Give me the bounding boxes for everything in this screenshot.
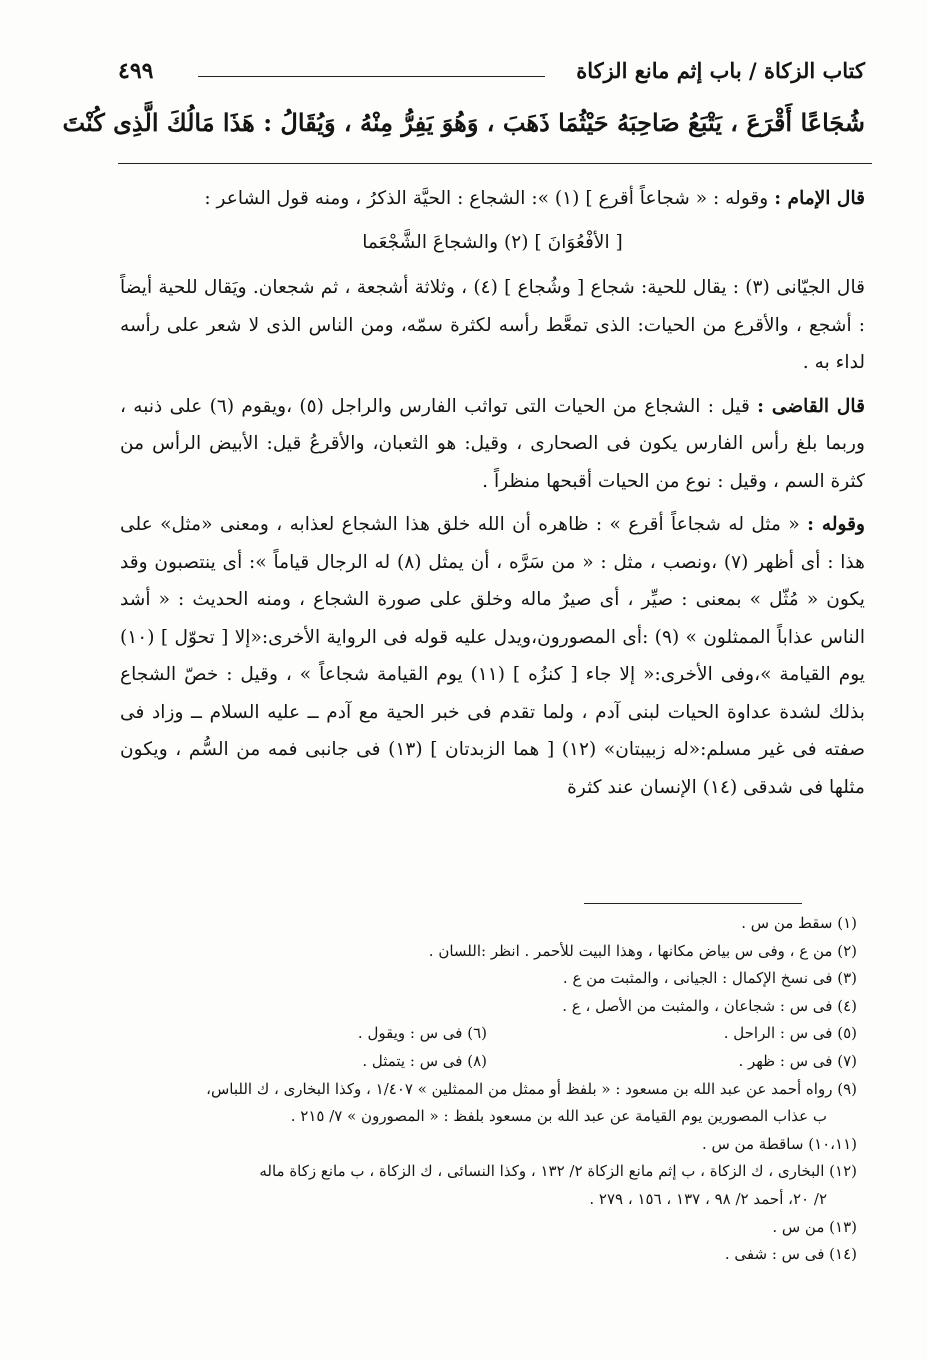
footnote: (١٣) من س . [772, 1217, 857, 1236]
footnote: (٢) من ع ، وفى س بياض مكانها ، وهذا البيت للأحمر . انظر :اللسان . [428, 941, 857, 960]
footnote-row [120, 1020, 857, 1048]
footnote: (١٠،١١) ساقطة من س . [701, 1134, 857, 1153]
footnote: (١) سقط من س . [741, 914, 857, 932]
speaker-label: قال القاضى : [757, 395, 865, 417]
commentary-body [120, 180, 865, 812]
speaker-label: قال الإمام : [774, 188, 865, 209]
footnote-separator [584, 903, 802, 904]
paragraph-text: قال الجيّانى (٣) : يقال للحية: شجاع [ وشُجاع ] (٤) ، وثلاثة أشجعة ، ثم شجعان. ويَقال للحية أيضاً : أشجع ، والأقرع من الحيات: الذى تمعَّط رأسه لكثرة سمّه، ومن الناس الذى لا شعر على رأسه لداء به . [120, 277, 865, 373]
hadith-text-line: شُجَاعًا أَقْرَعَ ، يَتْبَعُ صَاحِبَهُ حَيْثُمَا ذَهَبَ ، وَهُوَ يَفِرُّ مِنْهُ ، وَيُقَالُ : هَذَا مَالُكَ الَّذِى كُنْتَ [62, 108, 865, 137]
footnote: (٩) رواه أحمد عن عبد الله بن مسعود : « بلفظ أو ممثل من الممثلين » ١/٤٠٧ ، وكذا البخارى ، ك اللباس، [206, 1079, 857, 1098]
footnote-continuation: ب عذاب المصورين يوم القيامة عن عبد الله بن مسعود بلفظ : « المصورون » ٧/ ٢١٥ . [290, 1107, 827, 1126]
footnote: (٤) فى س : شجاعان ، والمثبت من الأصل ، ع . [562, 996, 857, 1015]
footnote: (٥) فى س : الراحل . [723, 1024, 857, 1043]
footnote-row [120, 1048, 857, 1076]
footnotes [120, 910, 857, 1269]
paragraph-text: وقوله : « شجاعاً أقرع ] (١) »: الشجاع : الحيَّة الذكرُ ، ومنه قول الشاعر : [204, 188, 769, 209]
hadith-commentary-divider [118, 163, 872, 164]
speaker-label: وقوله : [807, 514, 865, 535]
running-head-rule [198, 76, 545, 77]
footnote: (١٢) البخارى ، ك الزكاة ، ب إثم مانع الزكاة ٢/ ١٣٢ ، وكذا النسائى ، ك الزكاة ، ب مانع زكاة ماله [259, 1162, 857, 1181]
paragraph-text: « مثل له شجاعاً أقرع » : ظاهره أن الله خلق هذا الشجاع لعذابه ، ومعنى «مثل» على هذا : أى أظهر (٧) ،ونصب ، مثل : « من سَرَّه ، أن يمثل (٨) له الرجال قياماً »: أى ينتصبون وقد يكون « مُثّل » بمعنى : صيِّر ، أى صيرٌ ماله وخلق على صورة الشجاع ، ومنه الحديث : « أشد الناس عذاباً الممثلون » (٩) :أى المصورون،ويدل عليه قوله فى الرواية الأخرى:«إلا [ تحوّل ] (١٠) يوم القيامة »،وفى الأخرى:« إلا جاء [ كنزُه ] (١١) يوم القيامة شجاعاً » ، وقيل : خصّ الشجاع بذلك لشدة عداوة الحيات لبنى آدم ، ولما تقدم فى خبر الحية مع آدم ــ عليه السلام ــ وزاد فى صفته فى غير مسلم:«له زبيبتان» (١٢) [ هما الزبدتان ] (١٣) فى جانبى فمه من السُّم ، ويكون مثلها فى شدقى (١٤) الإنسان عند كثرة [120, 514, 866, 798]
poetry-verse: [ الأفْعُوَانَ ] (٢) والشجاعَ الشَّجْعَما [362, 231, 623, 253]
page-number: ٤٩٩ [118, 58, 154, 84]
commentary-paragraph [120, 180, 865, 218]
footnote: (١٤) فى س : شفى . [724, 1245, 857, 1264]
running-head [118, 58, 865, 92]
commentary-paragraph [120, 506, 865, 806]
footnote: (٨) فى س : يتمثل . [362, 1051, 487, 1070]
footnote: (٣) فى نسخ الإكمال : الجيانى ، والمثبت من ع . [562, 969, 857, 988]
running-head-title: كتاب الزكاة / باب إثم مانع الزكاة [576, 58, 865, 83]
footnote: (٧) فى س : ظهر . [738, 1051, 857, 1070]
paragraph-text: قيل : الشجاع من الحيات التى تواثب الفارس والراجل (٥) ،ويقوم (٦) على ذنبه ، وربما بلغ رأس الفارس يكون فى الصحارى ، وقيل: هو الثعبان، والأقرعُ قيل: الأبيض الرأس من كثرة السم ، وقيل : نوع من الحيات أقبحها منظراً . [120, 395, 865, 492]
commentary-paragraph [120, 269, 865, 382]
commentary-paragraph [120, 388, 865, 501]
footnote-continuation: ٢/ ٢٠، أحمد ٢/ ٩٨ ، ١٣٧ ، ١٥٦ ، ٢٧٩ . [589, 1189, 827, 1208]
footnote: (٦) فى س : ويقول . [357, 1024, 487, 1043]
